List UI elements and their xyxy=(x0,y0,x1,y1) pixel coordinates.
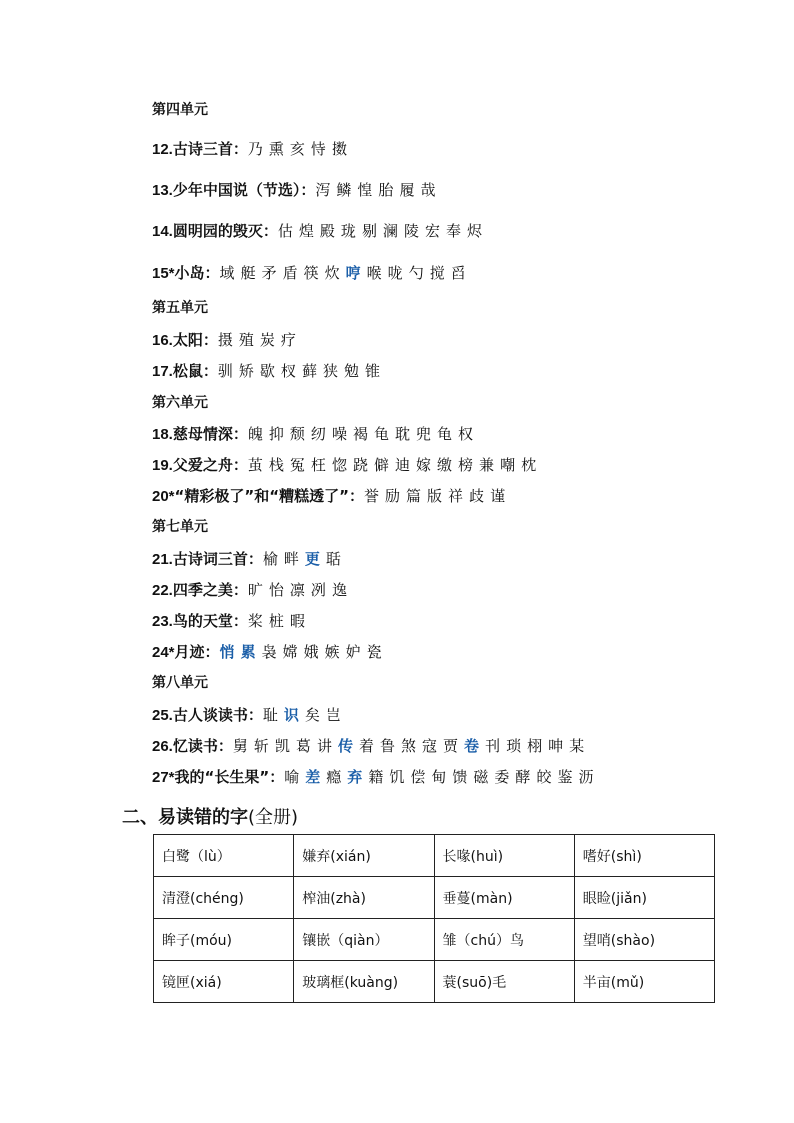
character: 岂 xyxy=(325,706,341,724)
character: 枉 xyxy=(310,456,326,474)
lesson-line xyxy=(152,180,441,201)
character: 狭 xyxy=(322,362,338,380)
lesson-number: 15* xyxy=(152,265,175,282)
highlighted-character: 更 xyxy=(304,550,320,568)
lesson-title: 父爱之舟： xyxy=(172,456,248,474)
table-cell: 眸子(móu) xyxy=(154,919,294,961)
character: 偿 xyxy=(410,768,426,786)
lesson-title: 慈母情深： xyxy=(172,425,248,443)
character: 寇 xyxy=(422,737,438,755)
character: 凛 xyxy=(289,581,305,599)
lesson-line xyxy=(152,330,302,351)
character: 茧 xyxy=(247,456,263,474)
character-list xyxy=(248,425,479,443)
character: 迪 xyxy=(394,456,410,474)
character: 杈 xyxy=(280,362,296,380)
character: 葛 xyxy=(295,737,311,755)
lesson-title: 忆读书： xyxy=(172,737,233,755)
character: 歇 xyxy=(259,362,275,380)
lesson-number: 17. xyxy=(152,363,173,380)
character: 嫁 xyxy=(416,456,432,474)
character: 刊 xyxy=(485,737,501,755)
character: 矛 xyxy=(261,264,277,282)
table-cell: 嗜好(shì) xyxy=(574,835,714,877)
character: 瘾 xyxy=(326,768,342,786)
character-list xyxy=(278,222,488,240)
character: 沥 xyxy=(578,768,594,786)
character: 贾 xyxy=(443,737,459,755)
character: 陵 xyxy=(403,222,419,240)
character: 殖 xyxy=(238,331,254,349)
character: 艇 xyxy=(240,264,256,282)
character-list xyxy=(220,643,388,661)
character: 凯 xyxy=(274,737,290,755)
character: 喉 xyxy=(366,264,382,282)
character: 盾 xyxy=(282,264,298,282)
lesson-title: 圆明园的毁灭： xyxy=(172,222,278,240)
character: 疗 xyxy=(280,331,296,349)
character: 委 xyxy=(494,768,510,786)
table-cell: 垂蔓(màn) xyxy=(434,877,574,919)
character: 甸 xyxy=(431,768,447,786)
character: 矣 xyxy=(304,706,320,724)
table-row xyxy=(154,919,715,961)
highlighted-character: 悄 xyxy=(219,643,235,661)
character-list xyxy=(248,581,353,599)
character-list xyxy=(284,768,599,786)
character: 嫦 xyxy=(282,643,298,661)
character: 兜 xyxy=(416,425,432,443)
character: 筷 xyxy=(303,264,319,282)
character: 琐 xyxy=(506,737,522,755)
character: 泻 xyxy=(315,181,331,199)
lesson-line xyxy=(152,486,511,507)
character: 鉴 xyxy=(557,768,573,786)
table-cell: 玻璃框(kuàng) xyxy=(294,961,434,1003)
character: 权 xyxy=(458,425,474,443)
character: 畔 xyxy=(283,550,299,568)
character: 誉 xyxy=(363,487,379,505)
character: 暇 xyxy=(289,612,305,630)
character: 宏 xyxy=(424,222,440,240)
lesson-title: 太阳： xyxy=(172,331,218,349)
table-cell: 半亩(mǔ) xyxy=(574,961,714,1003)
unit-heading: 第四单元 xyxy=(152,102,208,118)
character: 篇 xyxy=(406,487,422,505)
lesson-line xyxy=(152,549,347,570)
character: 煌 xyxy=(298,222,314,240)
table-cell: 榨油(zhà) xyxy=(294,877,434,919)
lesson-line xyxy=(152,705,347,726)
character: 勉 xyxy=(343,362,359,380)
character: 烬 xyxy=(467,222,483,240)
character-list xyxy=(263,550,347,568)
character: 着 xyxy=(358,737,374,755)
character: 馈 xyxy=(452,768,468,786)
character: 驯 xyxy=(217,362,233,380)
character: 珑 xyxy=(340,222,356,240)
character: 桨 xyxy=(247,612,263,630)
character: 某 xyxy=(569,737,585,755)
table-cell: 镜匣(xiá) xyxy=(154,961,294,1003)
character: 舀 xyxy=(450,264,466,282)
character: 饥 xyxy=(389,768,405,786)
highlighted-character: 识 xyxy=(283,706,299,724)
character: 熏 xyxy=(268,140,284,158)
character: 酵 xyxy=(515,768,531,786)
character: 枕 xyxy=(521,456,537,474)
unit-heading: 第六单元 xyxy=(152,395,208,411)
character: 栈 xyxy=(268,456,284,474)
character: 恃 xyxy=(310,140,326,158)
character: 估 xyxy=(277,222,293,240)
highlighted-character: 哼 xyxy=(345,264,361,282)
character: 榆 xyxy=(262,550,278,568)
character: 舅 xyxy=(232,737,248,755)
character: 惶 xyxy=(357,181,373,199)
lesson-title: 我的“长生果”： xyxy=(174,768,285,786)
character: 籍 xyxy=(368,768,384,786)
lesson-line xyxy=(152,424,479,445)
section-title-scope: (全册) xyxy=(248,807,299,828)
lesson-line xyxy=(152,263,472,284)
character: 呻 xyxy=(548,737,564,755)
character-list xyxy=(220,264,472,282)
lesson-number: 18. xyxy=(152,426,173,443)
character: 缴 xyxy=(437,456,453,474)
character: 皎 xyxy=(536,768,552,786)
character: 袅 xyxy=(261,643,277,661)
character: 耻 xyxy=(262,706,278,724)
character: 殿 xyxy=(319,222,335,240)
lesson-number: 26. xyxy=(152,738,173,755)
lesson-line xyxy=(152,361,386,382)
character: 炭 xyxy=(259,331,275,349)
lesson-line xyxy=(152,221,488,242)
character: 桩 xyxy=(268,612,284,630)
unit-heading: 第五单元 xyxy=(152,300,208,316)
table-row xyxy=(154,961,715,1003)
lesson-title: 月迹： xyxy=(174,643,220,661)
character: 喻 xyxy=(284,768,300,786)
character-list xyxy=(364,487,511,505)
lesson-title: 小岛： xyxy=(174,264,220,282)
lesson-line xyxy=(152,139,353,160)
lesson-line xyxy=(152,455,542,476)
lesson-title: 古诗词三首： xyxy=(172,550,263,568)
character: 亥 xyxy=(289,140,305,158)
lesson-number: 25. xyxy=(152,707,173,724)
character: 惚 xyxy=(331,456,347,474)
character: 勺 xyxy=(408,264,424,282)
lesson-number: 23. xyxy=(152,613,173,630)
character: 磁 xyxy=(473,768,489,786)
character: 炊 xyxy=(324,264,340,282)
character: 斩 xyxy=(253,737,269,755)
misread-words-table xyxy=(153,834,715,1003)
lesson-number: 22. xyxy=(152,582,173,599)
lesson-title: 松鼠： xyxy=(172,362,218,380)
lesson-title: 少年中国说（节选）： xyxy=(172,181,316,199)
character: 龟 xyxy=(437,425,453,443)
character: 歧 xyxy=(469,487,485,505)
unit-heading: 第七单元 xyxy=(152,519,208,535)
lesson-number: 16. xyxy=(152,332,173,349)
table-cell: 长喙(huì) xyxy=(434,835,574,877)
lesson-line xyxy=(152,767,599,788)
character: 旷 xyxy=(247,581,263,599)
character: 跷 xyxy=(352,456,368,474)
lesson-number: 14. xyxy=(152,223,173,240)
lesson-title: 古诗三首： xyxy=(172,140,248,158)
lesson-line xyxy=(152,736,590,757)
character: 嫉 xyxy=(324,643,340,661)
highlighted-character: 传 xyxy=(337,737,353,755)
character: 煞 xyxy=(401,737,417,755)
character: 奉 xyxy=(446,222,462,240)
table-cell: 蓑(suō)毛 xyxy=(434,961,574,1003)
character: 搅 xyxy=(429,264,445,282)
lesson-title: “精彩极了”和“糟糕透了”： xyxy=(174,487,364,505)
character-list xyxy=(218,362,386,380)
highlighted-character: 累 xyxy=(240,643,256,661)
character-list xyxy=(263,706,347,724)
highlighted-character: 卷 xyxy=(464,737,480,755)
character: 龟 xyxy=(373,425,389,443)
section-title xyxy=(122,803,298,829)
lesson-number: 12. xyxy=(152,141,173,158)
table-cell: 望哨(shào) xyxy=(574,919,714,961)
character: 冽 xyxy=(310,581,326,599)
character: 锥 xyxy=(364,362,380,380)
character: 冤 xyxy=(289,456,305,474)
character: 乃 xyxy=(247,140,263,158)
character: 瓷 xyxy=(366,643,382,661)
character: 抑 xyxy=(268,425,284,443)
character: 娥 xyxy=(303,643,319,661)
lesson-line xyxy=(152,611,311,632)
character: 剔 xyxy=(361,222,377,240)
character-list xyxy=(248,140,353,158)
character: 哉 xyxy=(420,181,436,199)
character: 励 xyxy=(384,487,400,505)
character: 褐 xyxy=(352,425,368,443)
character: 矫 xyxy=(238,362,254,380)
lesson-number: 19. xyxy=(152,457,173,474)
character: 栩 xyxy=(527,737,543,755)
character: 逸 xyxy=(331,581,347,599)
lesson-line xyxy=(152,642,388,663)
character: 胎 xyxy=(378,181,394,199)
character: 嘲 xyxy=(500,456,516,474)
character: 鲁 xyxy=(379,737,395,755)
character: 魄 xyxy=(247,425,263,443)
character: 咙 xyxy=(387,264,403,282)
table-cell: 雏（chú）鸟 xyxy=(434,919,574,961)
character-list xyxy=(233,737,590,755)
lesson-number: 27* xyxy=(152,769,175,786)
table-cell: 镶嵌（qiàn） xyxy=(294,919,434,961)
table-cell: 嫌弃(xián) xyxy=(294,835,434,877)
lesson-title: 古人谈读书： xyxy=(172,706,263,724)
unit-heading: 第八单元 xyxy=(152,675,208,691)
character: 讲 xyxy=(316,737,332,755)
lesson-number: 13. xyxy=(152,182,173,199)
character-list xyxy=(248,612,311,630)
table-cell: 清澄(chéng) xyxy=(154,877,294,919)
character: 怡 xyxy=(268,581,284,599)
character: 耽 xyxy=(394,425,410,443)
character: 噪 xyxy=(331,425,347,443)
highlighted-character: 弃 xyxy=(347,768,363,786)
table-cell: 眼睑(jiǎn) xyxy=(574,877,714,919)
character: 榜 xyxy=(458,456,474,474)
table-row xyxy=(154,877,715,919)
character: 履 xyxy=(399,181,415,199)
character: 摄 xyxy=(217,331,233,349)
character: 聒 xyxy=(325,550,341,568)
lesson-number: 21. xyxy=(152,551,173,568)
character: 域 xyxy=(219,264,235,282)
character: 颓 xyxy=(289,425,305,443)
character: 藓 xyxy=(301,362,317,380)
character: 版 xyxy=(427,487,443,505)
table-row xyxy=(154,835,715,877)
lesson-title: 四季之美： xyxy=(172,581,248,599)
lesson-number: 20* xyxy=(152,488,175,505)
character: 妒 xyxy=(345,643,361,661)
character-list xyxy=(218,331,302,349)
character-list xyxy=(315,181,441,199)
character: 纫 xyxy=(310,425,326,443)
highlighted-character: 差 xyxy=(305,768,321,786)
lesson-number: 24* xyxy=(152,644,175,661)
lesson-line xyxy=(152,580,353,601)
lesson-title: 鸟的天堂： xyxy=(172,612,248,630)
character: 谨 xyxy=(490,487,506,505)
character: 僻 xyxy=(373,456,389,474)
section-title-main: 二、易读错的字 xyxy=(122,807,248,828)
table-cell: 白鹭（lù） xyxy=(154,835,294,877)
character: 兼 xyxy=(479,456,495,474)
character-list xyxy=(248,456,542,474)
character: 鳞 xyxy=(336,181,352,199)
character: 祥 xyxy=(448,487,464,505)
character: 擞 xyxy=(331,140,347,158)
character: 澜 xyxy=(382,222,398,240)
